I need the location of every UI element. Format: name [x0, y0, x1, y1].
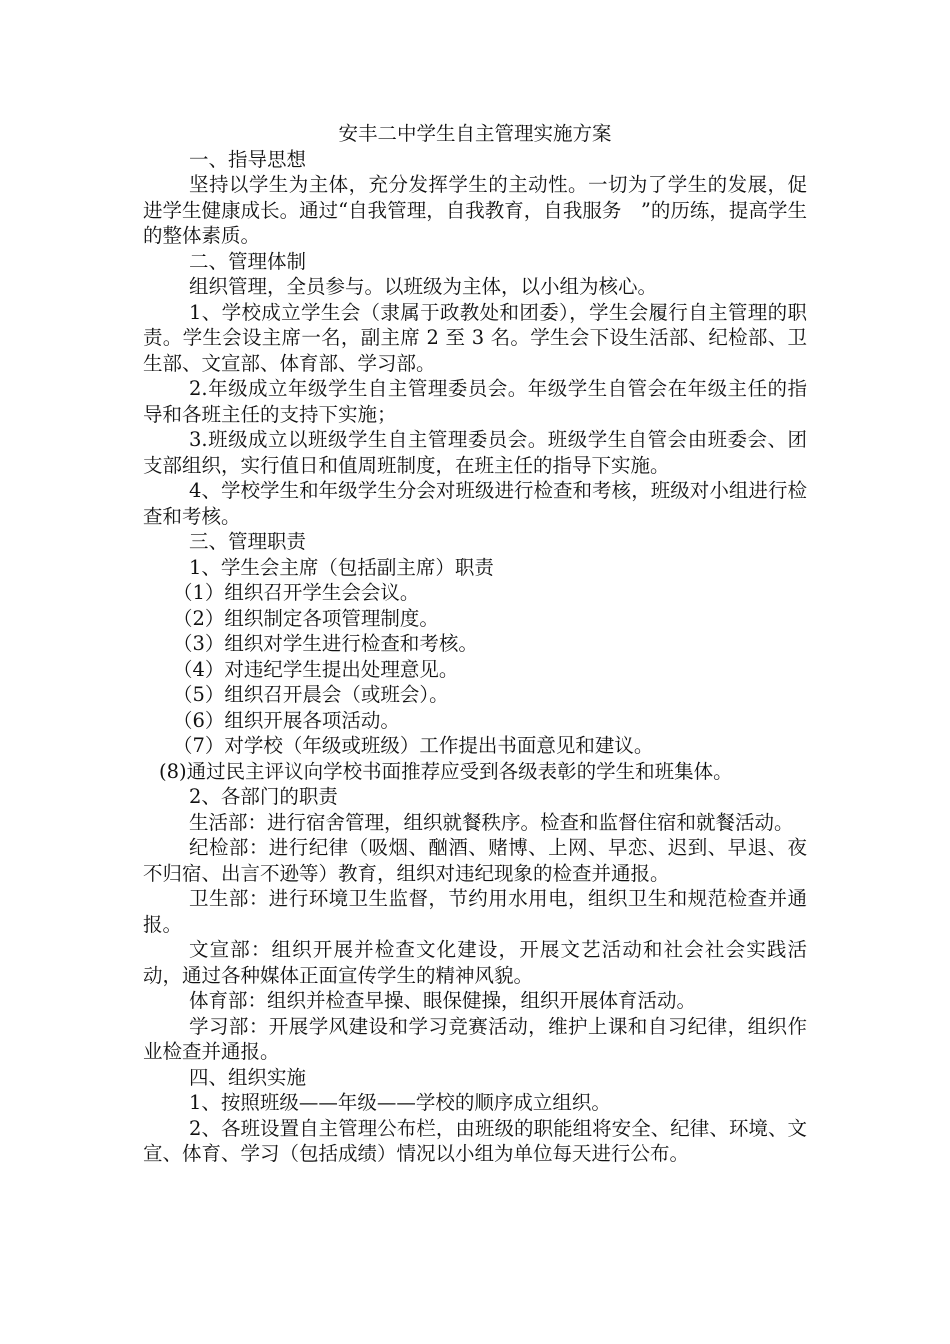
- list-item: （5）组织召开晨会（或班会）。: [173, 683, 449, 706]
- list-item: （2）组织制定各项管理制度。: [173, 606, 439, 630]
- document-title: 安丰二中学生自主管理实施方案: [338, 122, 612, 145]
- subsection-heading: 1、学生会主席（包括副主席）职责: [189, 555, 494, 579]
- paragraph: 体育部：组织并检查早操、眼保健操，组织开展体育活动。: [189, 989, 697, 1012]
- list-item: （3）组织对学生进行检查和考核。: [173, 632, 478, 655]
- document-page: [143, 121, 807, 1167]
- list-item: （6）组织开展各项活动。: [173, 708, 400, 732]
- section-heading: 四、组织实施: [189, 1065, 307, 1089]
- subsection-heading: 2、各部门的职责: [189, 785, 338, 808]
- paragraph: 组织管理，全员参与。以班级为主体，以小组为核心。: [189, 275, 658, 298]
- paragraph: 3.班级成立以班级学生自主管理委员会。班级学生自管会由班委会、团支部组织，实行值日和值周班制度，在班主任的指导下实施。: [143, 428, 807, 477]
- section-heading: 一、指导思想: [189, 147, 307, 171]
- paragraph: 卫生部：进行环境卫生监督，节约用水用电，组织卫生和规范检查并通报。: [143, 887, 807, 936]
- list-item: (8)通过民主评议向学校书面推荐应受到各级表彰的学生和班集体。: [159, 759, 733, 783]
- list-item: （1）组织召开学生会会议。: [173, 581, 420, 604]
- list-item: （7）对学校（年级或班级）工作提出书面意见和建议。: [173, 734, 654, 757]
- section-heading: 三、管理职责: [189, 530, 307, 553]
- paragraph: 2、各班设置自主管理公布栏，由班级的职能组将安全、纪律、环境、文宣、体育、学习（包括成绩）情况以小组为单位每天进行公布。: [143, 1116, 807, 1165]
- paragraph: 学习部：开展学风建设和学习竞赛活动，维护上课和自习纪律，组织作业检查并通报。: [143, 1014, 807, 1063]
- paragraph: 1、学校成立学生会（隶属于政教处和团委），学生会履行自主管理的职责。学生会设主席一名，副主席 2 至 3 名。学生会下设生活部、纪检部、卫生部、文宣部、体育部、学习部。: [143, 300, 807, 375]
- paragraph: 文宣部：组织开展并检查文化建设，开展文艺活动和社会社会实践活动，通过各种媒体正面宣传学生的精神风貌。: [143, 938, 807, 987]
- paragraph: 1、按照班级——年级——学校的顺序成立组织。: [189, 1091, 611, 1114]
- paragraph: 纪检部：进行纪律（吸烟、酗酒、赌博、上网、早恋、迟到、早退、夜不归宿、出言不逊等）教育，组织对违纪现象的检查并通报。: [143, 836, 807, 885]
- paragraph: 坚持以学生为主体，充分发挥学生的主动性。一切为了学生的发展，促进学生健康成长。通过“自我管理，自我教育，自我服务 ”的历练，提高学生的整体素质。: [143, 173, 807, 247]
- list-item: （4）对违纪学生提出处理意见。: [173, 657, 459, 681]
- paragraph: 生活部：进行宿舍管理，组织就餐秩序。检查和监督住宿和就餐活动。: [189, 810, 794, 834]
- paragraph: 2.年级成立年级学生自主管理委员会。年级学生自管会在年级主任的指导和各班主任的支持下实施；: [143, 377, 807, 426]
- section-heading: 二、管理体制: [189, 249, 307, 273]
- paragraph: 4、学校学生和年级学生分会对班级进行检查和考核，班级对小组进行检查和考核。: [143, 479, 807, 528]
